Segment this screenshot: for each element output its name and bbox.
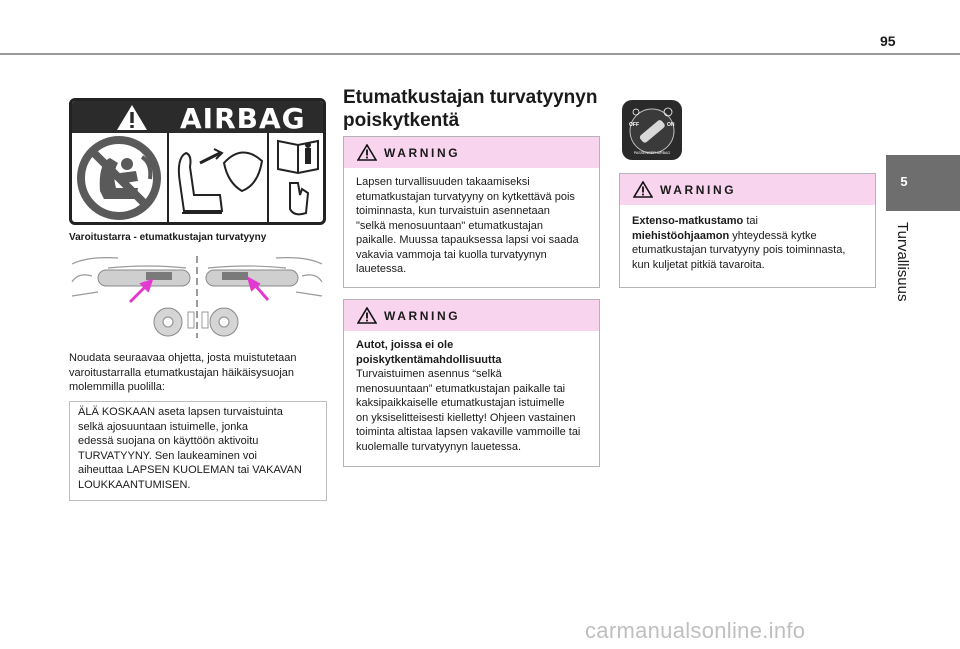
svg-text:PASSENGER AIRBAG: PASSENGER AIRBAG [633,151,671,155]
section-heading: Etumatkustajan turvatyynyn poiskytkentä [343,87,598,131]
warning-text: Lapsen turvallisuuden takaamiseksi etumatkustajan turvatyyny on kytkettävä pois toiminnasta, kun turvaistuin asennetaan "selkä menosuuntaan" etumatkustajan paikalle. Muussa tapauksessa lapsi voi saada vakavia vammoja tai kuolla turvatyynyn lauetessa. [356,176,579,275]
warning-header [344,300,599,331]
warning-triangle-icon [357,144,377,161]
warning-text: Extenso-matkustamo tai miehistöohjaamon yhteydessä kytke etumatkustajan turvatyyny pois toiminnasta, kun kuljetat pitkiä tavaroita. [632,215,846,271]
notice-line: selkä ajosuuntaan istuimelle, jonka [78,420,248,433]
page-number: 95 [880,33,896,49]
steering-wheels [154,308,238,336]
warning-title: WARNING [384,309,461,323]
warning-triangle-icon [357,307,377,324]
notice-line: edessä suojana on käyttöön aktivoitu [78,435,259,447]
warning-header [620,174,875,205]
warning-box-1 [343,136,600,288]
no-child-seat-icon [81,140,157,216]
sun-visor-illustration [68,252,326,342]
warning-header [344,137,599,168]
warning-triangle-icon [116,104,148,131]
warning-triangle-icon [633,181,653,198]
svg-text:OFF: OFF [629,122,639,128]
airbag-warning-label [69,98,326,225]
warning-box-3 [619,173,876,288]
notice-line: aiheuttaa LAPSEN KUOLEMAN tai VAKAVAN [78,464,302,476]
notice-line: TURVATYYNY. Sen laukeaminen voi [78,449,257,462]
warning-title: WARNING [660,183,737,197]
chapter-tab-number: 5 [900,174,908,189]
notice-box [69,401,327,501]
warning-title: WARNING [384,146,461,160]
figure-caption: Varoitustarra - etumatkustajan turvatyyny [69,232,267,243]
notice-line: LOUKKAANTUMISEN. [78,478,191,491]
watermark: carmanualsonline.info [585,618,806,643]
airbag-label-header [72,101,323,133]
notice-line: ÄLÄ KOSKAAN aseta lapsen turvaistuinta [78,406,283,418]
svg-text:ON: ON [667,122,675,128]
warning-box-2 [343,299,600,467]
chapter-title: Turvallisuus [894,222,911,302]
manual-book-icon [278,141,318,214]
warning-text: Autot, joissa ei ole poiskytkentämahdollisuutta Turvaistuimen asennus “selkä menosuuntaan” etumatkustajan paikalle tai kaksipaikkaiselle etumatkustajan istuimelle on yksiselitteisesti kielletty! Ohjeen vastainen toiminta altistaa lapsen vakaville vammoille tai kuolemalle turvatyynyn lauetessa. [356,339,581,453]
passenger-airbag-switch-icon [622,100,682,160]
header-rule [0,53,960,55]
airbag-deploy-icon [179,149,262,213]
airbag-label-pictograms [72,133,323,222]
instruction-paragraph: Noudata seuraavaa ohjetta, josta muistutetaan varoitustarralla etumatkustajan häikäisysuojan molemmilla puolilla: [69,352,297,393]
airbag-label-text: AIRBAG [180,102,306,135]
